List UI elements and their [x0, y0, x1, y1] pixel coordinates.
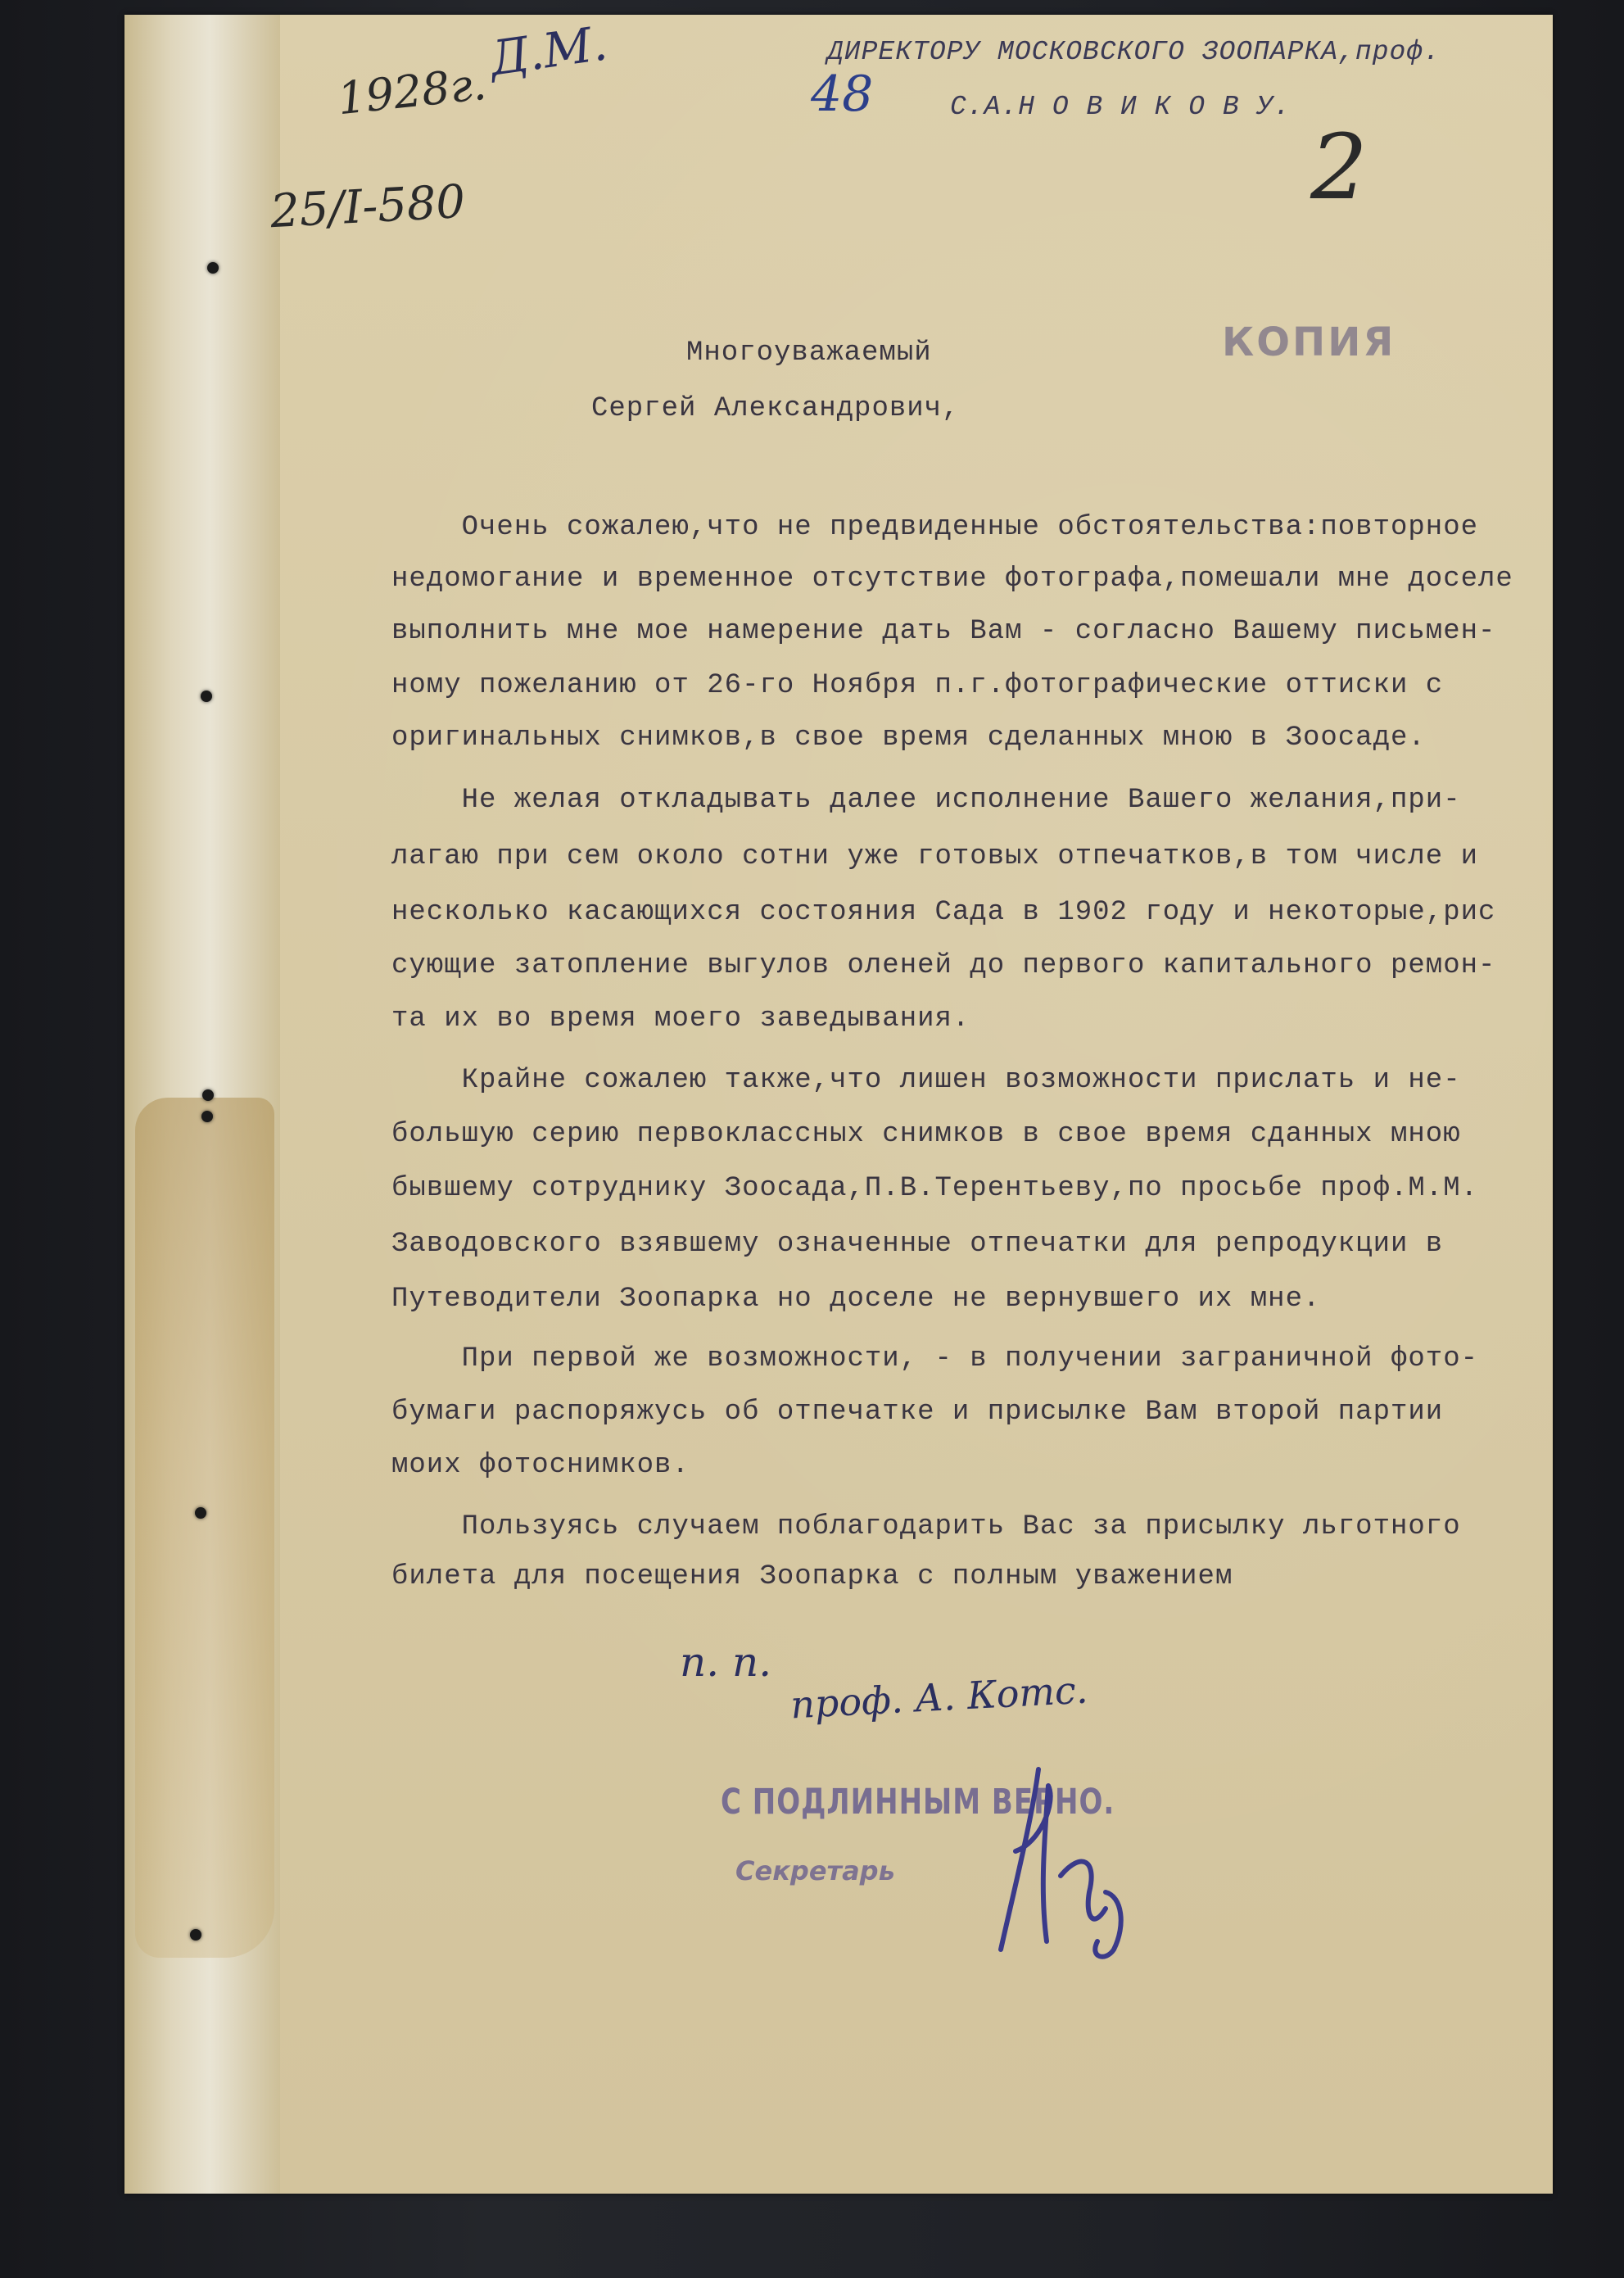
- body-line: лагаю при сем около сотни уже готовых отпечатков,в том числе и: [391, 841, 1479, 872]
- punch-hole: [190, 1929, 201, 1941]
- body-line: сующие затопление выгулов оленей до первого капитального ремон-: [391, 950, 1496, 981]
- copy-stamp: КОПИЯ: [1222, 319, 1396, 365]
- body-line: выполнить мне мое намерение дать Вам - согласно Вашему письмен-: [391, 616, 1496, 647]
- secretary-signature: [983, 1753, 1147, 1966]
- punch-hole: [202, 1089, 214, 1101]
- salutation-line-2: Сергей Александрович,: [591, 393, 960, 424]
- body-line: та их во время моего заведывания.: [391, 1003, 970, 1035]
- addressee-line-1: ДИРЕКТОРУ МОСКОВСКОГО ЗООПАРКА,проф.: [827, 37, 1441, 67]
- folio-number: 48: [811, 66, 874, 123]
- body-line: Заводовского взявшему означенные отпечатки для репродукции в: [391, 1229, 1444, 1260]
- registration-number: 25/I-580: [269, 174, 467, 239]
- body-line: оригинальных снимков,в свое время сделанных мною в Зоосаде.: [391, 722, 1426, 754]
- punch-hole: [201, 691, 212, 702]
- verification-stamp: С ПОДЛИННЫМ ВЕРНО.: [721, 1782, 1115, 1823]
- secretary-stamp: Секретарь: [735, 1855, 895, 1886]
- body-line: большую серию первоклассных снимков в свое время сданных мною: [391, 1119, 1461, 1150]
- initials-annotation: Д.М.: [486, 15, 611, 87]
- body-line: недомогание и временное отсутствие фотографа,помешали мне доселе: [391, 564, 1513, 595]
- signature-note-name: проф. А. Котс.: [789, 1667, 1089, 1728]
- body-line: бывшему сотруднику Зоосада,П.В.Терентьеву,по просьбе проф.М.М.: [391, 1173, 1479, 1204]
- punch-hole: [207, 262, 219, 274]
- salutation-line-1: Многоуважаемый: [686, 337, 932, 369]
- body-line: При первой же возможности, - в получении заграничной фото-: [391, 1343, 1479, 1374]
- paper-stain: [135, 1098, 274, 1958]
- body-line: несколько касающихся состояния Сада в 1902 году и некоторые,рис: [391, 897, 1496, 928]
- body-line: Пользуясь случаем поблагодарить Вас за присылку льготного: [391, 1511, 1461, 1542]
- body-line: Путеводители Зоопарка но доселе не вернувшего их мне.: [391, 1284, 1321, 1315]
- signature-note-pp: п. п.: [680, 1638, 772, 1686]
- body-line: бумаги распоряжусь об отпечатке и присылке Вам второй партии: [391, 1397, 1444, 1428]
- page-number: 2: [1310, 115, 1368, 220]
- punch-hole: [195, 1507, 206, 1519]
- body-line: Крайне сожалею также,что лишен возможности прислать и не-: [391, 1065, 1461, 1096]
- body-line: Очень сожалею,что не предвиденные обстоятельства:повторное: [391, 512, 1479, 543]
- punch-hole: [201, 1111, 213, 1122]
- body-line: билета для посещения Зоопарка с полным уважением: [391, 1561, 1233, 1592]
- addressee-line-2: С.А.Н О В И К О В У.: [950, 92, 1292, 122]
- body-line: моих фотоснимков.: [391, 1450, 690, 1481]
- body-line: Не желая откладывать далее исполнение Вашего желания,при-: [391, 785, 1461, 816]
- year-annotation: 1928г.: [335, 57, 489, 125]
- body-line: ному пожеланию от 26-го Ноября п.г.фотографические оттиски с: [391, 670, 1444, 701]
